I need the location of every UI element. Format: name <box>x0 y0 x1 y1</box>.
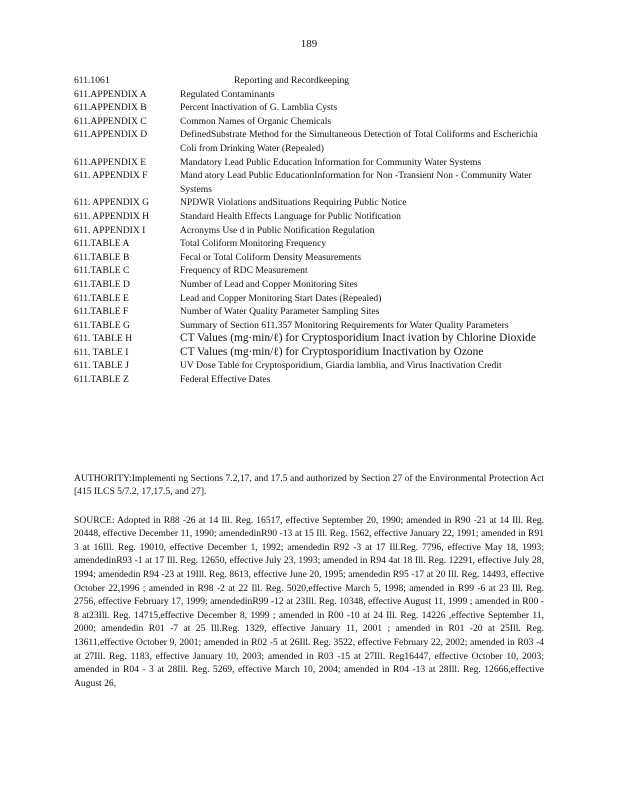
toc-label: 611. APPENDIX F <box>74 170 148 182</box>
toc-label: 611.APPENDIX D <box>74 129 148 141</box>
toc-entry <box>74 101 544 115</box>
toc-title: Standard Health Effects Language for Public Notification <box>180 210 401 222</box>
toc-title: CT Values (mg·min/ℓ) for Cryptosporidium Inactivation by Ozone <box>180 345 484 358</box>
toc-label: 611. TABLE I <box>74 346 129 358</box>
toc-label: 611.TABLE G <box>74 319 130 331</box>
source-paragraph: SOURCE: Adopted in R88 -26 at 14 Ill. Reg. 16517, effective September 20, 1990; amended in R90 -21 at 14 Ill. Reg. 20448, effective December 11, 1990; amendedinR90 -13 at 15 Ill. Reg. 1562, effective January 22, 1991; amended in R91 3 at 16Ill. Reg. 19010, effective December 1, 1992; amendedin R92 -3 at 17 Ill.Reg. 7796, effective May 18, 1993; amendedinR93 -1 at 17 Ill. Reg. 12650, effective July 23, 1993; amended in R94 4at 18 Ill. Reg. 12291, effective July 28, 1994; amendedin R94 -23 at 19Ill. Reg. 8613, effective June 20, 1995; amendedin R95 -17 at 20 Ill. Reg. 14493, effective October 22,1996 ; amended in R98 -2 at 22 Ill. Reg. 5020,effective March 5, 1998; amended in R99 -6 at 23 Ill. Reg. 2756, effective February 17, 1999; amendedinR99 -12 at 23Ill. Reg. 10348, effective August 11, 1999 ; amended in R00 - 8 at23Ill. Reg. 14715,effective December 8, 1999 ; amended in R00 -10 at 24 Ill. Reg. 14226 ,effective September 11, 2000; amendedin R01 -7 at 25 Ill.Reg. 1329, effective January 11, 2001 ; amended in R01 -20 at 25Ill. Reg. 13611,effective October 9, 2001; amended in R02 -5 at 26Ill. Reg. 3522, effective February 22, 2002; amended in R03 -4 at 27Ill. Reg. 1183, effective January 10, 2003; amended in R03 -15 at 27Ill. Reg16447, effective October 10, 2003; amended in R04 - 3 at 28Ill. Reg. 5269, effective March 10, 2004; amended in R04 -13 at 28Ill. Reg. 12666,effective August 26, <box>74 514 544 689</box>
toc-entry <box>74 359 544 373</box>
toc-title: Percent Inactivation of G. Lamblia Cysts <box>180 102 338 114</box>
authority-paragraph: AUTHORITY:Implementi ng Sections 7.2,17, and 17.5 and authorized by Section 27 of the Environmental Protection Act [415 ILCS 5/7.2, 17,17.5, and 27]. <box>74 472 544 498</box>
toc-label: 611. TABLE J <box>74 360 129 372</box>
toc-entry-611-1061 <box>74 74 544 88</box>
toc-label: 611. APPENDIX I <box>74 224 146 236</box>
toc-label: 611. TABLE H <box>74 333 133 345</box>
toc-label: 611. APPENDIX G <box>74 197 150 209</box>
toc-label: 611.TABLE D <box>74 278 130 290</box>
toc-entry <box>74 156 544 170</box>
toc-title: Total Coliform Monitoring Frequency <box>180 238 327 250</box>
toc-entry <box>74 115 544 129</box>
toc-title: Common Names of Organic Chemicals <box>180 115 332 127</box>
toc-entry <box>74 237 544 251</box>
toc-title: Summary of Section 611.357 Monitoring Requirements for Water Quality Parameters <box>180 319 509 331</box>
toc-label: 611.APPENDIX C <box>74 115 147 127</box>
toc-label: 611.TABLE C <box>74 265 130 277</box>
toc-entry <box>74 251 544 265</box>
toc-label: 611.TABLE E <box>74 292 129 304</box>
toc-title: Regulated Contaminants <box>180 88 275 100</box>
toc-entry <box>74 373 544 387</box>
toc-entry <box>74 305 544 319</box>
toc-entry <box>74 224 544 238</box>
toc-title: Frequency of RDC Measurement <box>180 265 308 277</box>
page-number: 189 <box>300 38 318 50</box>
toc-entry <box>74 346 544 360</box>
toc-label: 611.TABLE Z <box>74 374 129 386</box>
toc-entry <box>74 128 544 155</box>
toc-title: Mand atory Lead Public EducationInformation for Non -Transient Non - Community Water Systems <box>180 170 532 195</box>
toc-entry <box>74 319 544 333</box>
toc-entry <box>74 88 544 102</box>
toc-label: 611. APPENDIX H <box>74 210 150 222</box>
toc-label: 611.APPENDIX A <box>74 88 147 100</box>
toc-title: Number of Water Quality Parameter Sampling Sites <box>180 306 380 318</box>
toc-label: 611.APPENDIX B <box>74 102 147 114</box>
toc-label: 611.TABLE A <box>74 238 130 250</box>
toc-label: 611.TABLE F <box>74 306 129 318</box>
toc-entry <box>74 278 544 292</box>
toc-title: Federal Effective Dates <box>180 374 271 386</box>
toc-title: Mandatory Lead Public Education Information for Community Water Systems <box>180 156 482 168</box>
toc-title: CT Values (mg·min/ℓ) for Cryptosporidium Inact ivation by Chlorine Dioxide <box>180 332 536 345</box>
toc-entry <box>74 169 544 196</box>
toc-entry <box>74 196 544 210</box>
toc-section-title: Reporting and Recordkeeping <box>234 75 350 86</box>
toc-entry <box>74 210 544 224</box>
toc-section-number: 611.1061 <box>74 75 110 86</box>
toc-label: 611.TABLE B <box>74 251 130 263</box>
toc-entry <box>74 292 544 306</box>
toc-title: Number of Lead and Copper Monitoring Sites <box>180 278 358 290</box>
toc-title: Lead and Copper Monitoring Start Dates (Repealed) <box>180 292 382 304</box>
toc-entry <box>74 264 544 278</box>
toc-title: DefinedSubstrate Method for the Simultaneous Detection of Total Coliforms and Escherichia Coli from Drinking Water (Repealed) <box>180 129 538 154</box>
toc-title: Fecal or Total Coliform Density Measurements <box>180 251 362 263</box>
toc-title: NPDWR Violations andSituations Requiring Public Notice <box>180 197 407 209</box>
toc-label: 611.APPENDIX E <box>74 156 147 168</box>
toc-entry <box>74 332 544 346</box>
toc-title: UV Dose Table for Cryptosporidium, Giardia lamblia, and Virus Inactivation Credit <box>180 360 502 372</box>
table-of-contents <box>74 74 544 387</box>
toc-title: Acronyms Use d in Public Notification Regulation <box>180 224 375 236</box>
